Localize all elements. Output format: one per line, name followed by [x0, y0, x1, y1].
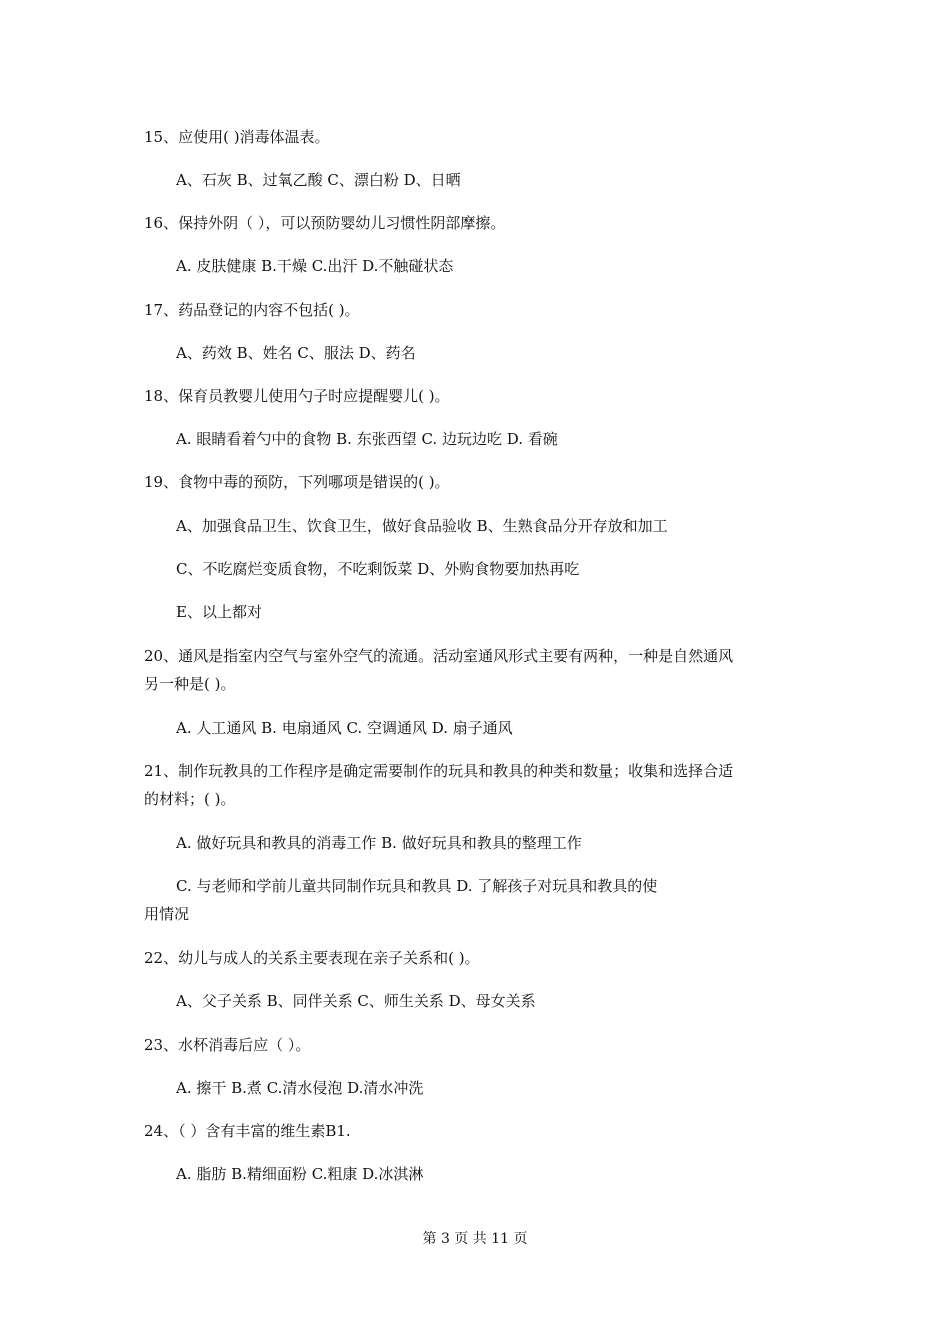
question-21-stem-line-2: 的材料；( )。 — [144, 790, 236, 808]
question-23-options: A. 擦干 B.煮 C.清水侵泡 D.清水冲洗 — [176, 1079, 424, 1097]
question-16-options: A. 皮肤健康 B.干燥 C.出汗 D.不触碰状态 — [176, 257, 454, 275]
question-21-options-line-2: C. 与老师和学前儿童共同制作玩具和教具 D. 了解孩子对玩具和教具的使 — [176, 877, 658, 895]
question-17-options: A、药效 B、姓名 C、服法 D、药名 — [176, 344, 416, 362]
question-19-options-line-3: E、以上都对 — [176, 603, 262, 621]
question-15-options: A、石灰 B、过氧乙酸 C、漂白粉 D、日晒 — [176, 171, 461, 189]
question-21-stem-line-1: 21、制作玩教具的工作程序是确定需要制作的玩具和教具的种类和数量；收集和选择合适 — [144, 762, 734, 780]
question-24-options: A. 脂肪 B.精细面粉 C.粗康 D.冰淇淋 — [176, 1165, 424, 1183]
question-20-options: A. 人工通风 B. 电扇通风 C. 空调通风 D. 扇子通风 — [176, 719, 513, 737]
question-24-stem: 24、（ ）含有丰富的维生素B1. — [144, 1122, 351, 1140]
question-18-options: A. 眼睛看着勺中的食物 B. 东张西望 C. 边玩边吃 D. 看碗 — [176, 430, 558, 448]
question-19-stem: 19、食物中毒的预防，下列哪项是错误的( )。 — [144, 473, 450, 491]
question-23-stem: 23、水杯消毒后应（ ）。 — [144, 1036, 311, 1054]
question-21-options-line-3: 用情况 — [144, 905, 190, 923]
question-18-stem: 18、保育员教婴儿使用勺子时应提醒婴儿( )。 — [144, 387, 450, 405]
question-20-stem-line-1: 20、通风是指室内空气与室外空气的流通。活动室通风形式主要有两种，一种是自然通风 — [144, 647, 734, 665]
page-footer: 第 3 页 共 11 页 — [422, 1231, 528, 1247]
question-17-stem: 17、药品登记的内容不包括( )。 — [144, 301, 360, 319]
question-16-stem: 16、保持外阴（ ），可以预防婴幼儿习惯性阴部摩擦。 — [144, 214, 506, 232]
question-20-stem-line-2: 另一种是( )。 — [144, 675, 236, 693]
question-21-options-line-1: A. 做好玩具和教具的消毒工作 B. 做好玩具和教具的整理工作 — [176, 834, 582, 852]
question-15-stem: 15、应使用( )消毒体温表。 — [144, 128, 330, 146]
question-22-stem: 22、幼儿与成人的关系主要表现在亲子关系和( )。 — [144, 949, 480, 967]
question-22-options: A、父子关系 B、同伴关系 C、师生关系 D、母女关系 — [176, 992, 536, 1010]
question-19-options-line-1: A、加强食品卫生、饮食卫生，做好食品验收 B、生熟食品分开存放和加工 — [176, 517, 668, 535]
question-19-options-line-2: C、不吃腐烂变质食物，不吃剩饭菜 D、外购食物要加热再吃 — [176, 560, 580, 578]
